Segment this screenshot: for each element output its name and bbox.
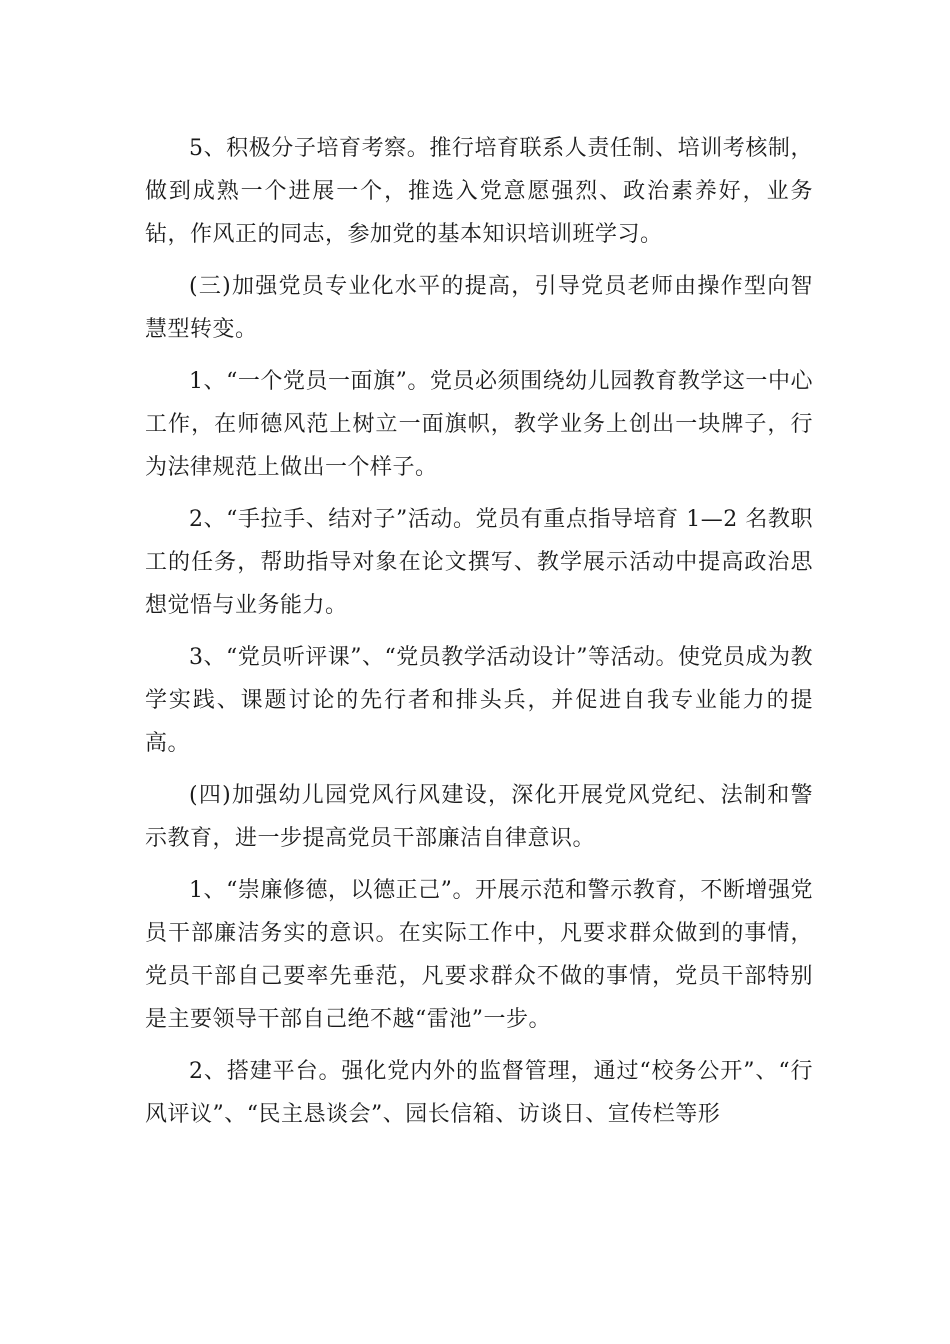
paragraph-item-3: 3、“党员听评课”、“党员教学活动设计”等活动。使党员成为教学实践、课题讨论的先行者和排头兵，并促进自我专业能力的提高。 [145,645,813,756]
paragraph-item-1: 1、“一个党员一面旗”。党员必须围绕幼儿园教育教学这一中心工作，在师德风范上树立一面旗帜，教学业务上创出一块牌子，行为法律规范上做出一个样子。 [145,369,813,480]
paragraph-item-2-second: 2、搭建平台。强化党内外的监督管理，通过“校务公开”、“行风评议”、“民主恳谈会”、园长信箱、访谈日、宣传栏等形 [145,1059,813,1127]
paragraph-item-2: 2、“手拉手、结对子”活动。党员有重点指导培育 1—2 名教职工的任务，帮助指导对象在论文撰写、教学展示活动中提高政治思想觉悟与业务能力。 [145,507,813,618]
section-heading-3: (三)加强党员专业化水平的提高，引导党员老师由操作型向智慧型转变。 [145,274,813,342]
paragraph-item-5: 5、积极分子培育考察。推行培育联系人责任制、培训考核制，做到成熟一个进展一个，推选入党意愿强烈、政治素养好，业务钻，作风正的同志，参加党的基本知识培训班学习。 [145,136,813,247]
section-heading-4: (四)加强幼儿园党风行风建设，深化开展党风党纪、法制和警示教育，进一步提高党员干部廉洁自律意识。 [145,783,813,851]
paragraph-item-1-second: 1、“崇廉修德，以德正己”。开展示范和警示教育，不断增强党员干部廉洁务实的意识。在实际工作中，凡要求群众做到的事情，党员干部自己要率先垂范，凡要求群众不做的事情，党员干部特别是主要领导干部自己绝不越“雷池”一步。 [145,878,813,1032]
document-body [145,127,813,1145]
